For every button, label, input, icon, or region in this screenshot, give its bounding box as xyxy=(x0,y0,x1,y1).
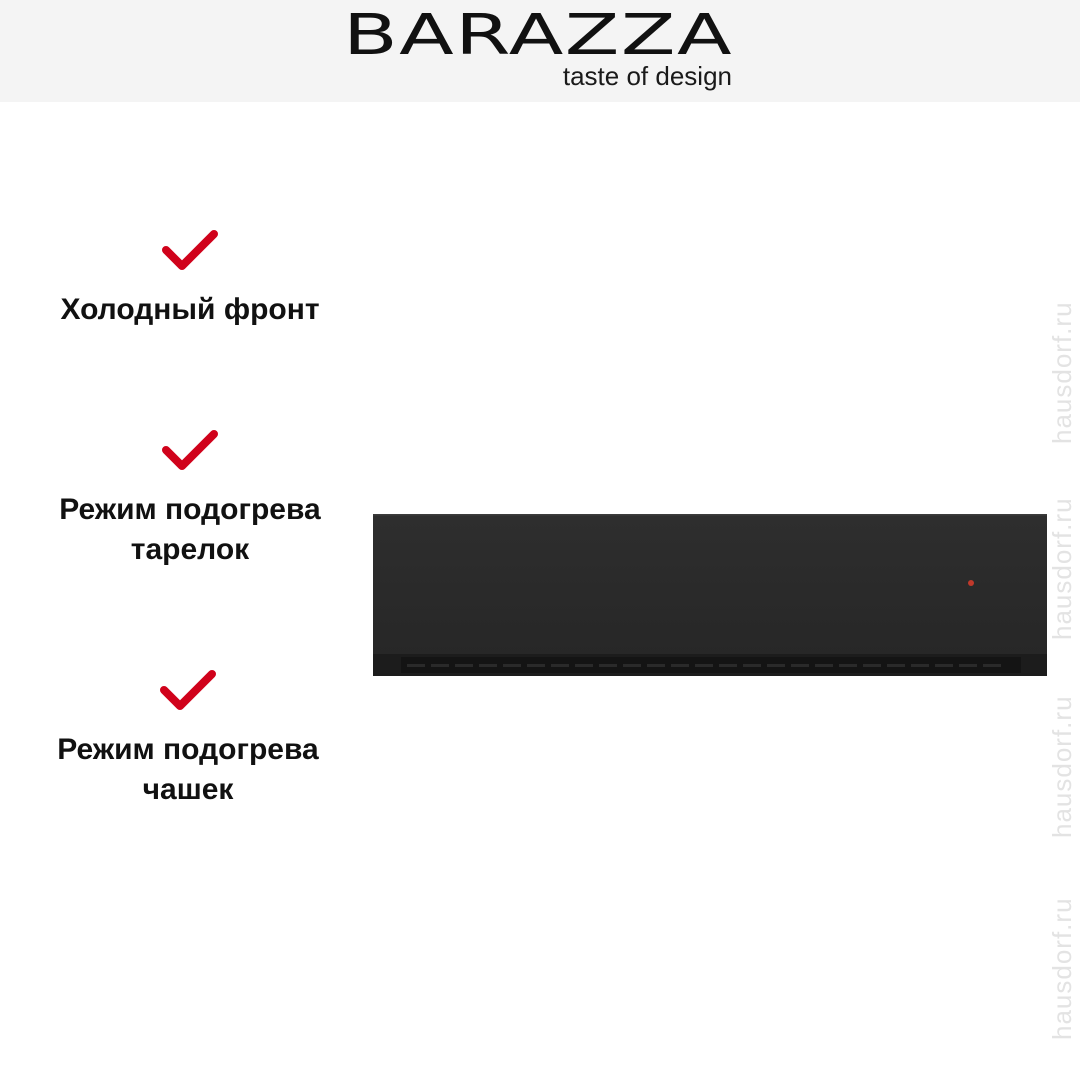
vent-slot xyxy=(743,664,761,667)
vent-slot xyxy=(959,664,977,667)
svg-text:BARAZZA: BARAZZA xyxy=(343,4,733,58)
vent-slot xyxy=(671,664,689,667)
watermark-text: hausdorf.ru xyxy=(1047,897,1077,1040)
indicator-light-icon xyxy=(968,580,974,586)
vent-slot xyxy=(623,664,641,667)
vent-slot xyxy=(839,664,857,667)
vent-slot xyxy=(863,664,881,667)
vent-slot xyxy=(719,664,737,667)
feature-plate-warming xyxy=(40,428,340,570)
header xyxy=(0,0,1080,102)
vent-slot xyxy=(935,664,953,667)
vent-slot xyxy=(527,664,545,667)
checkmark-icon xyxy=(160,228,220,272)
vent-slot xyxy=(431,664,449,667)
vent-slots xyxy=(407,664,1001,667)
checkmark-icon xyxy=(160,428,220,472)
vent-slot xyxy=(455,664,473,667)
feature-label: Режим подогрева тарелок xyxy=(59,493,321,566)
watermark-text: hausdorf.ru xyxy=(1047,497,1077,640)
watermark xyxy=(1043,0,1080,1080)
drawer-top-edge xyxy=(373,514,1047,516)
vent-slot xyxy=(407,664,425,667)
vent-slot xyxy=(983,664,1001,667)
vent-slot xyxy=(911,664,929,667)
vent-slot xyxy=(647,664,665,667)
brand-tagline: taste of design xyxy=(562,61,732,91)
vent-slot xyxy=(551,664,569,667)
drawer-front xyxy=(373,514,1047,676)
vent-slot xyxy=(599,664,617,667)
product-image-warming-drawer xyxy=(373,514,1047,676)
vent-slot xyxy=(503,664,521,667)
vent-slot xyxy=(887,664,905,667)
checkmark-icon xyxy=(158,668,218,712)
vent-slot xyxy=(695,664,713,667)
feature-cold-front xyxy=(40,228,340,330)
feature-label: Холодный фронт xyxy=(60,293,320,326)
vent-slot xyxy=(815,664,833,667)
watermark-text: hausdorf.ru xyxy=(1047,301,1077,444)
vent-slot xyxy=(767,664,785,667)
vent-slot xyxy=(575,664,593,667)
feature-cup-warming xyxy=(38,668,338,810)
feature-label: Режим подогрева чашек xyxy=(57,733,319,806)
watermark-text: hausdorf.ru xyxy=(1047,695,1077,838)
brand-logo xyxy=(343,4,735,58)
vent-slot xyxy=(791,664,809,667)
vent-slot xyxy=(479,664,497,667)
